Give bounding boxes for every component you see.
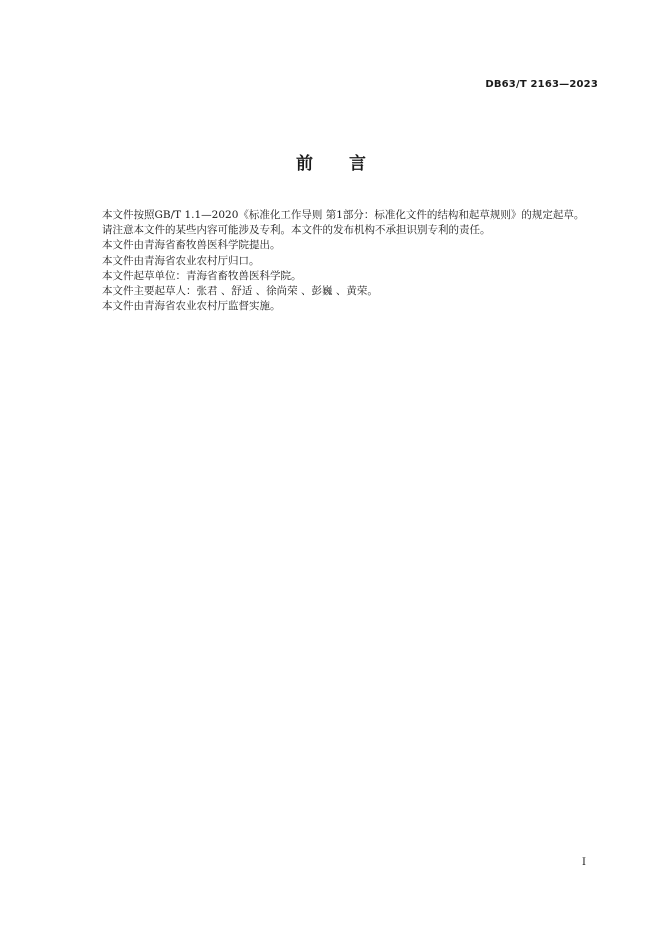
document-code: DB63/T 2163—2023 xyxy=(485,79,598,90)
title-char-2: 言 xyxy=(348,154,366,174)
title-char-1: 前 xyxy=(296,154,314,174)
paragraph-supervisor: 本文件由青海省农业农村厅监督实施。 xyxy=(102,300,281,313)
paragraph-proposer: 本文件由青海省畜牧兽医科学院提出。 xyxy=(102,239,281,252)
paragraph-patent-notice: 请注意本文件的某些内容可能涉及专利。本文件的发布机构不承担识别专利的责任。 xyxy=(102,224,491,237)
paragraph-standard-basis: 本文件按照GB/T 1.1—2020《标准化工作导则 第1部分：标准化文件的结构和起草规则》的规定起草。 xyxy=(102,209,585,221)
paragraph-drafters: 本文件主要起草人：张君 、舒适 、徐尚荣 、彭巍 、黄荣。 xyxy=(102,285,378,298)
paragraph-administrator: 本文件由青海省农业农村厅归口。 xyxy=(102,254,260,267)
foreword-body xyxy=(81,208,602,314)
page-title xyxy=(0,149,662,174)
paragraph-drafting-unit: 本文件起草单位：青海省畜牧兽医科学院。 xyxy=(102,269,302,282)
page-number: I xyxy=(582,857,586,868)
